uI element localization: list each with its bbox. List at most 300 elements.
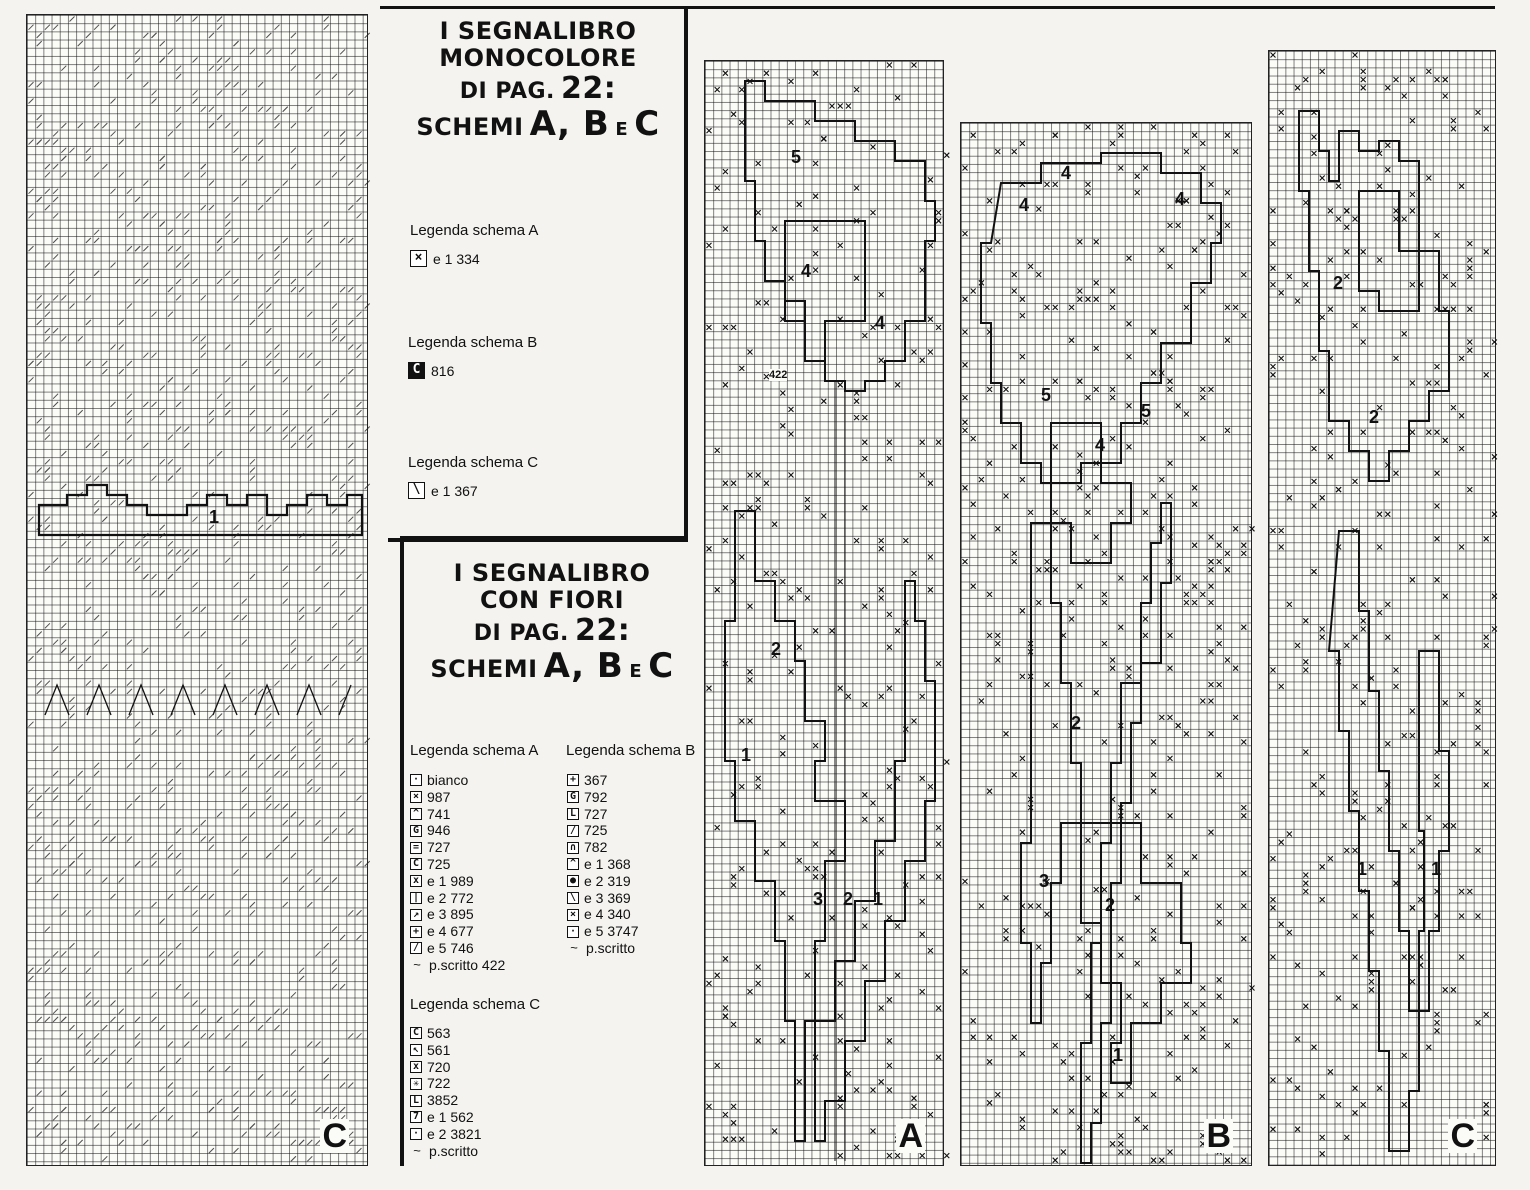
stitch-mark	[1168, 863, 1173, 868]
stitch-mark	[936, 325, 941, 330]
stitch-mark	[1443, 987, 1448, 992]
stitch-mark	[176, 107, 181, 112]
stitch-mark	[324, 222, 329, 227]
stitch-mark	[193, 828, 198, 833]
stitch-mark	[1312, 135, 1317, 140]
stitch-mark	[78, 558, 83, 563]
stitch-mark	[78, 41, 83, 46]
stitch-mark	[854, 415, 859, 420]
stitch-mark	[1410, 118, 1415, 123]
stitch-mark	[1233, 666, 1238, 671]
stitch-mark	[324, 418, 329, 423]
stitch-mark	[879, 1006, 884, 1011]
stitch-mark	[176, 763, 181, 768]
stitch-mark	[275, 1009, 280, 1014]
stitch-mark	[357, 345, 362, 350]
stitch-mark	[275, 25, 280, 30]
stitch-mark	[209, 410, 214, 415]
stitch-mark	[168, 1042, 173, 1047]
stitch-mark	[1176, 969, 1181, 974]
stitch-mark	[1151, 494, 1156, 499]
stitch-mark	[1151, 740, 1156, 745]
stitch-mark	[1241, 551, 1246, 556]
stitch-mark	[1151, 1092, 1156, 1097]
stitch-mark	[283, 107, 288, 112]
stitch-mark	[1102, 592, 1107, 597]
stitch-mark	[348, 90, 353, 95]
stitch-mark	[266, 705, 271, 710]
stitch-mark	[357, 648, 362, 653]
stitch-mark	[184, 992, 189, 997]
stitch-mark	[1217, 543, 1222, 548]
stitch-mark	[316, 566, 321, 571]
stitch-mark	[1086, 494, 1091, 499]
stitch-mark	[1217, 920, 1222, 925]
stitch-mark	[707, 325, 712, 330]
flowers-title-page: 22:	[574, 612, 631, 648]
stitch-mark	[789, 915, 794, 920]
stitch-mark	[1217, 682, 1222, 687]
stitch-mark	[887, 612, 892, 617]
stitch-mark	[168, 459, 173, 464]
stitch-mark	[291, 33, 296, 38]
legend-item-label: bianco	[427, 772, 469, 788]
legend-item	[567, 856, 639, 873]
stitch-mark	[250, 476, 255, 481]
stitch-mark	[1303, 881, 1308, 886]
stitch-mark	[1209, 535, 1214, 540]
stitch-mark	[266, 1132, 271, 1137]
mono-legend-b-code: 816	[431, 362, 455, 379]
stitch-mark	[291, 853, 296, 858]
stitch-mark	[1328, 430, 1333, 435]
stitch-mark	[805, 973, 810, 978]
stitch-mark	[971, 436, 976, 441]
stitch-mark	[37, 353, 42, 358]
stitch-mark	[1426, 1045, 1431, 1050]
stitch-mark	[1127, 321, 1132, 326]
stitch-mark	[1287, 930, 1292, 935]
stitch-mark	[1143, 633, 1148, 638]
stitch-mark	[160, 410, 165, 415]
stitch-mark	[1320, 635, 1325, 640]
stitch-mark	[291, 1156, 296, 1161]
stitch-mark	[53, 394, 58, 399]
stitch-mark	[987, 1059, 992, 1064]
stitch-mark	[29, 845, 34, 850]
stitch-mark	[1184, 1002, 1189, 1007]
stitch-mark	[1451, 987, 1456, 992]
stitch-mark	[340, 591, 345, 596]
stitch-mark	[1094, 1109, 1099, 1114]
stitch-mark	[1094, 887, 1099, 892]
stitch-mark	[1086, 1076, 1091, 1081]
stitch-mark	[1361, 602, 1366, 607]
stitch-mark	[838, 981, 843, 986]
stitch-mark	[29, 377, 34, 382]
stitch-mark	[45, 353, 50, 358]
stitch-mark	[715, 186, 720, 191]
stitch-mark	[1086, 125, 1091, 130]
stitch-mark	[830, 104, 835, 109]
stitch-mark	[53, 189, 58, 194]
stitch-mark	[119, 1025, 124, 1030]
stitch-mark	[143, 353, 148, 358]
legend-symbol-icon: G	[410, 825, 422, 837]
stitch-mark	[29, 656, 34, 661]
stitch-mark	[1328, 258, 1333, 263]
stitch-mark	[316, 746, 321, 751]
stitch-mark	[53, 1009, 58, 1014]
legend-item-label: e 5 746	[427, 939, 474, 956]
stitch-mark	[1435, 77, 1440, 82]
stitch-mark	[357, 295, 362, 300]
stitch-mark	[160, 1066, 165, 1071]
stitch-mark	[1036, 567, 1041, 572]
stitch-mark	[348, 1140, 353, 1145]
stitch-mark	[217, 714, 222, 719]
stitch-mark	[61, 1148, 66, 1153]
stitch-mark	[102, 1107, 107, 1112]
stitch-mark	[324, 25, 329, 30]
stitch-mark	[707, 981, 712, 986]
stitch-mark	[1467, 266, 1472, 271]
stitch-mark	[242, 853, 247, 858]
stitch-mark	[70, 943, 75, 948]
stitch-mark	[1159, 477, 1164, 482]
stitch-mark	[316, 263, 321, 268]
tilde-icon: ~	[413, 956, 421, 972]
legend-item-label: 563	[427, 1025, 451, 1041]
stitch-mark	[168, 312, 173, 317]
stitch-mark	[61, 336, 66, 341]
stitch-mark	[1209, 182, 1214, 187]
stitch-mark	[225, 705, 230, 710]
stitch-mark	[1361, 69, 1366, 74]
stitch-mark	[1451, 823, 1456, 828]
stitch-mark	[168, 787, 173, 792]
stitch-mark	[1435, 381, 1440, 386]
stitch-mark	[143, 402, 148, 407]
stitch-mark	[1217, 625, 1222, 630]
stitch-mark	[217, 1017, 222, 1022]
stitch-mark	[357, 607, 362, 612]
stitch-mark	[242, 615, 247, 620]
stitch-mark	[1225, 338, 1230, 343]
chart-c-num-1: 2	[1333, 273, 1344, 293]
stitch-mark	[756, 981, 761, 986]
stitch-mark	[258, 82, 263, 87]
stitch-mark	[86, 558, 91, 563]
stitch-mark	[61, 640, 66, 645]
stitch-mark	[316, 820, 321, 825]
stitch-mark	[1279, 545, 1284, 550]
stitch-mark	[912, 350, 917, 355]
stitch-mark	[1361, 430, 1366, 435]
stitch-mark	[45, 304, 50, 309]
stitch-mark	[846, 104, 851, 109]
stitch-mark	[365, 181, 370, 186]
stitch-mark	[53, 197, 58, 202]
stitch-mark	[1151, 371, 1156, 376]
stitch-mark	[1045, 567, 1050, 572]
stitch-mark	[275, 115, 280, 120]
stitch-mark	[119, 1009, 124, 1014]
stitch-mark	[152, 402, 157, 407]
stitch-mark	[193, 1025, 198, 1030]
stitch-mark	[1303, 282, 1308, 287]
stitch-mark	[1110, 395, 1115, 400]
monocolor-title-line1: I SEGNALIBRO	[439, 17, 637, 45]
stitch-mark	[209, 1107, 214, 1112]
stitch-mark	[61, 648, 66, 653]
stitch-mark	[1279, 126, 1284, 131]
legend-item-label: 3852	[427, 1092, 459, 1109]
stitch-mark	[1271, 528, 1276, 533]
stitch-mark	[1303, 618, 1308, 623]
stitch-mark	[1233, 1018, 1238, 1023]
stitch-mark	[127, 689, 132, 694]
stitch-mark	[1151, 330, 1156, 335]
stitch-mark	[53, 131, 58, 136]
legend-item-label: 741	[427, 805, 451, 822]
stitch-mark	[332, 336, 337, 341]
stitch-mark	[176, 984, 181, 989]
monocolor-title-ab: A, B	[529, 104, 610, 145]
stitch-mark	[332, 984, 337, 989]
stitch-mark	[1209, 387, 1214, 392]
stitch-mark	[348, 205, 353, 210]
stitch-mark	[86, 968, 91, 973]
stitch-mark	[29, 976, 34, 981]
stitch-mark	[152, 312, 157, 317]
stitch-mark	[1271, 372, 1276, 377]
stitch-mark	[1118, 953, 1123, 958]
stitch-mark	[258, 1074, 263, 1079]
legend-item	[410, 806, 505, 823]
stitch-mark	[1312, 356, 1317, 361]
stitch-mark	[316, 1107, 321, 1112]
stitch-mark	[176, 943, 181, 948]
stitch-mark	[1036, 207, 1041, 212]
stitch-mark	[127, 804, 132, 809]
flowers-panel-left-rule	[400, 536, 404, 1166]
stitch-mark	[266, 787, 271, 792]
stitch-mark	[193, 58, 198, 63]
stitch-mark	[357, 1033, 362, 1038]
legend-item-label: 725	[584, 822, 608, 839]
stitch-mark	[1295, 1086, 1300, 1091]
stitch-mark	[1053, 305, 1058, 310]
stitch-mark	[1435, 782, 1440, 787]
stitch-mark	[731, 1022, 736, 1027]
stitch-mark	[37, 878, 42, 883]
stitch-mark	[756, 473, 761, 478]
legend-item	[410, 839, 505, 856]
stitch-mark	[357, 861, 362, 866]
stitch-mark	[1225, 305, 1230, 310]
stitch-mark	[731, 325, 736, 330]
stitch-mark	[1217, 977, 1222, 982]
monocolor-title-e: E	[615, 119, 629, 141]
stitch-mark	[332, 304, 337, 309]
stitch-mark	[266, 304, 271, 309]
legend-item-label: 727	[427, 839, 451, 856]
stitch-mark	[1086, 953, 1091, 958]
stitch-mark	[1435, 233, 1440, 238]
stitch-mark	[37, 1091, 42, 1096]
stitch-mark	[86, 787, 91, 792]
legend-item-label: e 2 772	[427, 889, 474, 906]
stitch-mark	[995, 633, 1000, 638]
stitch-mark	[936, 1055, 941, 1060]
legend-symbol-icon: ↖	[410, 1044, 422, 1056]
stitch-mark	[152, 992, 157, 997]
stitch-mark	[242, 1132, 247, 1137]
stitch-mark	[1344, 208, 1349, 213]
stitch-mark	[1020, 1051, 1025, 1056]
stitch-mark	[920, 358, 925, 363]
stitch-mark	[739, 784, 744, 789]
stitch-mark	[160, 222, 165, 227]
stitch-mark	[127, 246, 132, 251]
stitch-mark	[152, 861, 157, 866]
mono-legend-b-heading: Legenda schema B	[408, 334, 538, 351]
stitch-mark	[1077, 584, 1082, 589]
stitch-mark	[45, 459, 50, 464]
stitch-mark	[731, 112, 736, 117]
stitch-mark	[879, 292, 884, 297]
stitch-mark	[1271, 955, 1276, 960]
stitch-mark	[1200, 1027, 1205, 1032]
stitch-mark	[1200, 1035, 1205, 1040]
legend-item-label: e 2 319	[584, 872, 631, 889]
legend-footer	[410, 957, 505, 974]
stitch-mark	[1295, 299, 1300, 304]
stitch-mark	[963, 231, 968, 236]
stitch-mark	[1102, 641, 1107, 646]
stitch-mark	[1094, 485, 1099, 490]
stitch-mark	[176, 615, 181, 620]
stitch-mark	[1086, 838, 1091, 843]
stitch-mark	[1151, 928, 1156, 933]
stitch-mark	[723, 71, 728, 76]
stitch-mark	[45, 927, 50, 932]
stitch-mark	[184, 427, 189, 432]
stitch-mark	[1320, 495, 1325, 500]
stitch-mark	[201, 1033, 206, 1038]
stitch-mark	[748, 505, 753, 510]
stitch-mark	[102, 451, 107, 456]
stitch-mark	[1061, 1059, 1066, 1064]
stitch-mark	[332, 623, 337, 628]
legend-symbol-icon: C	[410, 858, 422, 870]
stitch-mark	[1192, 133, 1197, 138]
stitch-mark	[723, 505, 728, 510]
stitch-mark	[168, 845, 173, 850]
flowers-title	[412, 560, 692, 685]
stitch-mark	[127, 1083, 132, 1088]
stitch-mark	[1118, 166, 1123, 171]
stitch-mark	[217, 25, 222, 30]
chart-a-num-3: 4	[875, 313, 886, 333]
stitch-mark	[971, 1018, 976, 1023]
stitch-mark	[307, 312, 312, 317]
stitch-mark	[1320, 1094, 1325, 1099]
stitch-mark	[94, 820, 99, 825]
stitch-mark	[45, 1001, 50, 1006]
stitch-mark	[1271, 53, 1276, 58]
stitch-mark	[119, 320, 124, 325]
stitch-mark	[184, 632, 189, 637]
stitch-mark	[283, 804, 288, 809]
stitch-mark	[94, 271, 99, 276]
stitch-mark	[1053, 444, 1058, 449]
stitch-mark	[143, 263, 148, 268]
stitch-mark	[78, 664, 83, 669]
stitch-mark	[102, 1025, 107, 1030]
stitch-mark	[1151, 1158, 1156, 1163]
stitch-mark	[1320, 69, 1325, 74]
stitch-mark	[1045, 682, 1050, 687]
stitch-mark	[1435, 504, 1440, 509]
stitch-mark	[879, 538, 884, 543]
stitch-mark	[61, 951, 66, 956]
stitch-mark	[307, 869, 312, 874]
stitch-mark	[209, 459, 214, 464]
stitch-mark	[340, 140, 345, 145]
stitch-mark	[1094, 387, 1099, 392]
stitch-mark	[1020, 830, 1025, 835]
stitch-mark	[258, 763, 263, 768]
stitch-mark	[723, 1006, 728, 1011]
stitch-mark	[1184, 149, 1189, 154]
legend-item-label: e 4 340	[584, 906, 631, 923]
stitch-mark	[1127, 666, 1132, 671]
stitch-mark	[61, 172, 66, 177]
stitch-mark	[127, 361, 132, 366]
stitch-mark	[234, 295, 239, 300]
stitch-mark	[1241, 813, 1246, 818]
stitch-mark	[1143, 1002, 1148, 1007]
stitch-mark	[143, 648, 148, 653]
stitch-mark	[862, 924, 867, 929]
stitch-mark	[332, 656, 337, 661]
stitch-mark	[1484, 782, 1489, 787]
stitch-mark	[275, 845, 280, 850]
stitch-mark	[37, 115, 42, 120]
stitch-mark	[1303, 200, 1308, 205]
stitch-mark	[275, 189, 280, 194]
stitch-mark	[1192, 854, 1197, 859]
stitch-mark	[250, 689, 255, 694]
stitch-mark	[307, 443, 312, 448]
stitch-mark	[111, 99, 116, 104]
stitch-mark	[748, 678, 753, 683]
stitch-mark	[1110, 289, 1115, 294]
stitch-mark	[201, 164, 206, 169]
stitch-mark	[283, 599, 288, 604]
stitch-mark	[266, 804, 271, 809]
stitch-mark	[1127, 444, 1132, 449]
stitch-mark	[283, 820, 288, 825]
stitch-mark	[1279, 290, 1284, 295]
stitch-mark	[119, 459, 124, 464]
stitch-mark	[1110, 387, 1115, 392]
stitch-mark	[324, 705, 329, 710]
stitch-mark	[1435, 536, 1440, 541]
stitch-mark	[1287, 832, 1292, 837]
